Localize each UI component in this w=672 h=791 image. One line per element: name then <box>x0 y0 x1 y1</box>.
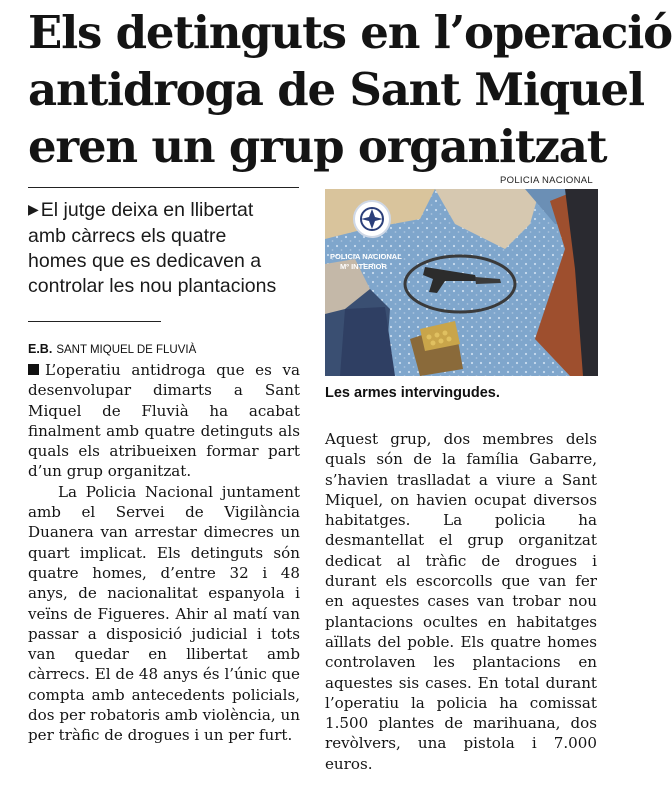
subhead-line-2: amb càrrecs els quatre <box>28 225 227 247</box>
seized-weapons-photo <box>325 189 598 376</box>
headline-line-1: Els detinguts en l’operació <box>28 6 672 59</box>
headline <box>28 4 672 175</box>
subhead <box>28 198 303 299</box>
photo-caption: Les armes intervingudes. <box>325 385 500 401</box>
body-column-1 <box>28 360 300 746</box>
square-bullet-icon <box>28 364 39 375</box>
byline-author: E.B. <box>28 342 53 356</box>
body-paragraph-1 <box>28 360 300 482</box>
subhead-line-1: El jutge deixa en llibertat <box>40 199 254 221</box>
headline-line-2: antidroga de Sant Miquel <box>28 63 644 116</box>
subhead-top-rule <box>28 187 299 188</box>
headline-line-3: eren un grup organitzat <box>28 120 607 173</box>
badge-line-1: POLICIA NACIONAL <box>330 252 402 261</box>
body-column-2 <box>325 429 597 774</box>
subhead-line-3: homes que es dedicaven a <box>28 250 262 272</box>
byline <box>28 342 196 356</box>
body-paragraph-2: La Policia Nacional juntament amb el Servei de Vigilància Duanera van arrestar dimecres un quart implicat. Els detinguts són quatre homes, d’entre 32 i 48 anys, de nacionalitat espanyola i veïns de Figueres. Ahir al matí van passar a disposició judicial i tots van quedar en llibertat amb càrrecs. El de 48 anys és l’únic que compta amb antecedents policials, dos per robatoris amb violència, un per tràfic de drogues i un per furt. <box>28 482 300 745</box>
police-badge-icon <box>354 201 390 237</box>
news-photo <box>325 189 598 376</box>
photo-credit: POLICIA NACIONAL <box>500 175 593 186</box>
body-paragraph-1-text: L’operatiu antidroga que es va desenvolupar dimarts a Sant Miquel de Fluvià ha acabat finalment amb quatre detinguts als quals els atribueixen formar part d’un grup organitzat. <box>28 361 300 481</box>
subhead-bottom-rule <box>28 321 161 322</box>
body-paragraph-3: Aquest grup, dos membres dels quals són de la família Gabarre, s’havien traslladat a viure a Sant Miquel, on havien ocupat diversos habitatges. La policia ha desmantellat el grup organitzat dedicat al tràfic de drogues i durant els escorcolls que van fer en aquestes cases van trobar nou plantacions ocultes en habitatges aïllats del poble. Els quatre homes controlaven les plantacions en aquestes sis cases. En total durant l’operatiu la policia ha comissat 1.500 plantes de marihuana, dos revòlvers, una pistola i 7.000 euros. <box>325 430 597 773</box>
subhead-line-4: controlar les nou plantacions <box>28 275 277 297</box>
badge-line-2: Mº INTERIOR <box>340 262 387 271</box>
triangle-bullet-icon: ▶ <box>28 201 39 217</box>
byline-location: SANT MIQUEL DE FLUVIÀ <box>56 344 197 356</box>
